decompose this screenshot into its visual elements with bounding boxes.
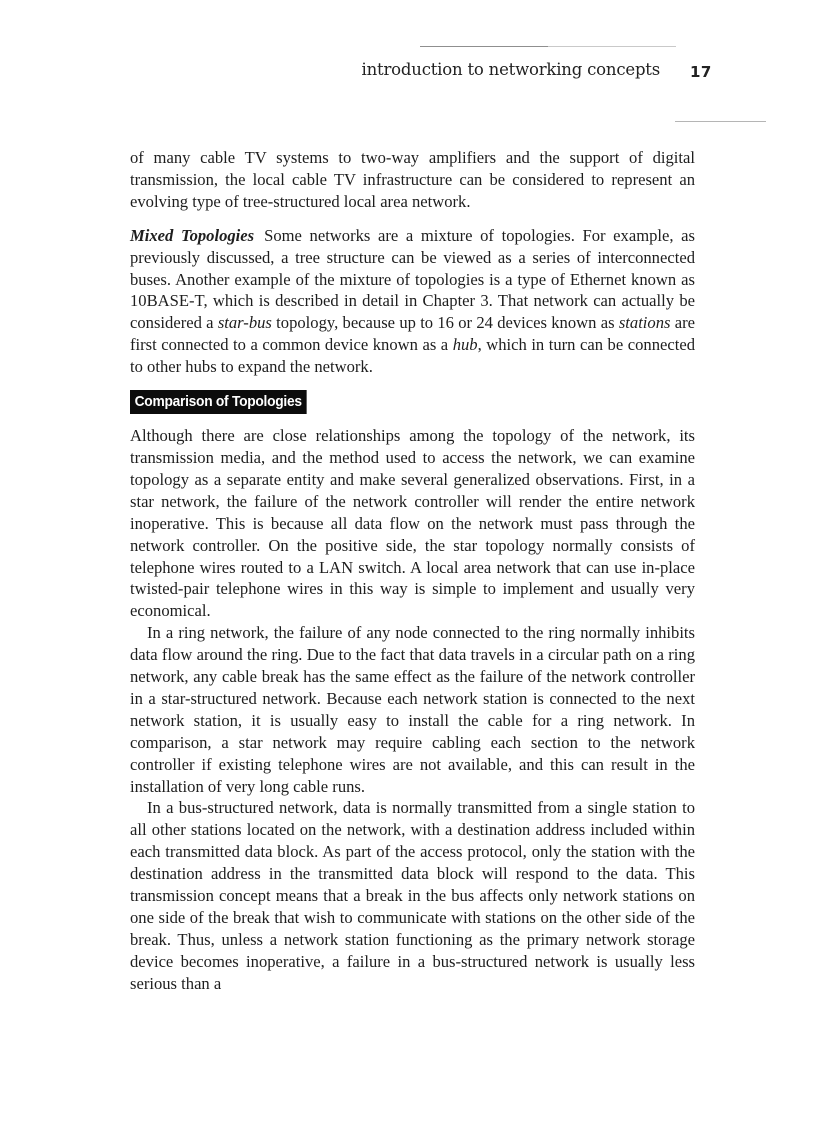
run-in-heading: Mixed Topologies bbox=[130, 225, 255, 245]
margin-rule bbox=[675, 121, 766, 122]
page-number: 17 bbox=[690, 63, 712, 81]
section-heading: Comparison of Topologies bbox=[130, 390, 306, 414]
term-stations: stations bbox=[618, 313, 671, 333]
paragraph-bus: In a bus-structured network, data is normally transmitted from a single station to all other stations located on the network, with a destination address included within each transmitted data block. As part of the access protocol, only the station with the destination address in the transmitted data block will respond to the data. This transmission concept means that a break in the bus affects only network stations on one side of the break that wish to communicate with stations on the other side of the break. Thus, unless a network station functioning as the primary network storage device becomes inoperative, a failure in a bus-structured network is usually less serious than a bbox=[130, 798, 695, 993]
paragraph-mixed-topologies bbox=[130, 225, 695, 378]
paragraph-continued: of many cable TV systems to two-way amplifiers and the support of digital transmission, the local cable TV infrastructure can be considered to represent an evolving type of tree-structured local area network. bbox=[130, 148, 695, 211]
term-hub: hub bbox=[452, 335, 478, 355]
term-star-bus: star-bus bbox=[217, 313, 272, 333]
paragraph-star: Although there are close relationships among the topology of the network, its transmission media, and the method used to access the network, we can examine topology as a separate entity and make several generalized observations. First, in a star network, the failure of the network controller will render the entire network inoperative. This is because all data flow on the network must pass through the network controller. On the positive side, the star topology normally consists of telephone wires routed to a LAN switch. A local area network that can use in-place twisted-pair telephone wires in this way is simple to implement and usually very economical. bbox=[130, 426, 695, 621]
text-segment: are first connected to a common device known as a bbox=[130, 313, 696, 355]
header-rule bbox=[420, 46, 676, 47]
text-segment: topology, because up to 16 or 24 devices known as bbox=[271, 313, 619, 333]
text-segment: Some networks are a mixture of topologies. For example, as previously discussed, a tree structure can be viewed as a series of interconnected buses. Another example of the mixture of topologies is a type of Ethernet known as 10BASE-T, which is described in detail in Chapter 3. That network can actually be considered a bbox=[130, 225, 695, 333]
running-head-title: introduction to networking concepts bbox=[361, 60, 660, 79]
text-segment: , which in turn can be connected to other hubs to expand the network. bbox=[130, 335, 695, 377]
page-body bbox=[130, 147, 695, 995]
paragraph-ring: In a ring network, the failure of any node connected to the ring normally inhibits data flow around the ring. Due to the fact that data travels in a circular path on a ring network, any cable break has the same effect as the failure of the network controller in a star-structured network. Because each network station is connected to the next network station, it is usually easy to install the cable for a ring network. In comparison, a star network may require cabling each section to the network controller if existing telephone wires are not available, and this can result in the installation of very long cable runs. bbox=[130, 623, 695, 796]
